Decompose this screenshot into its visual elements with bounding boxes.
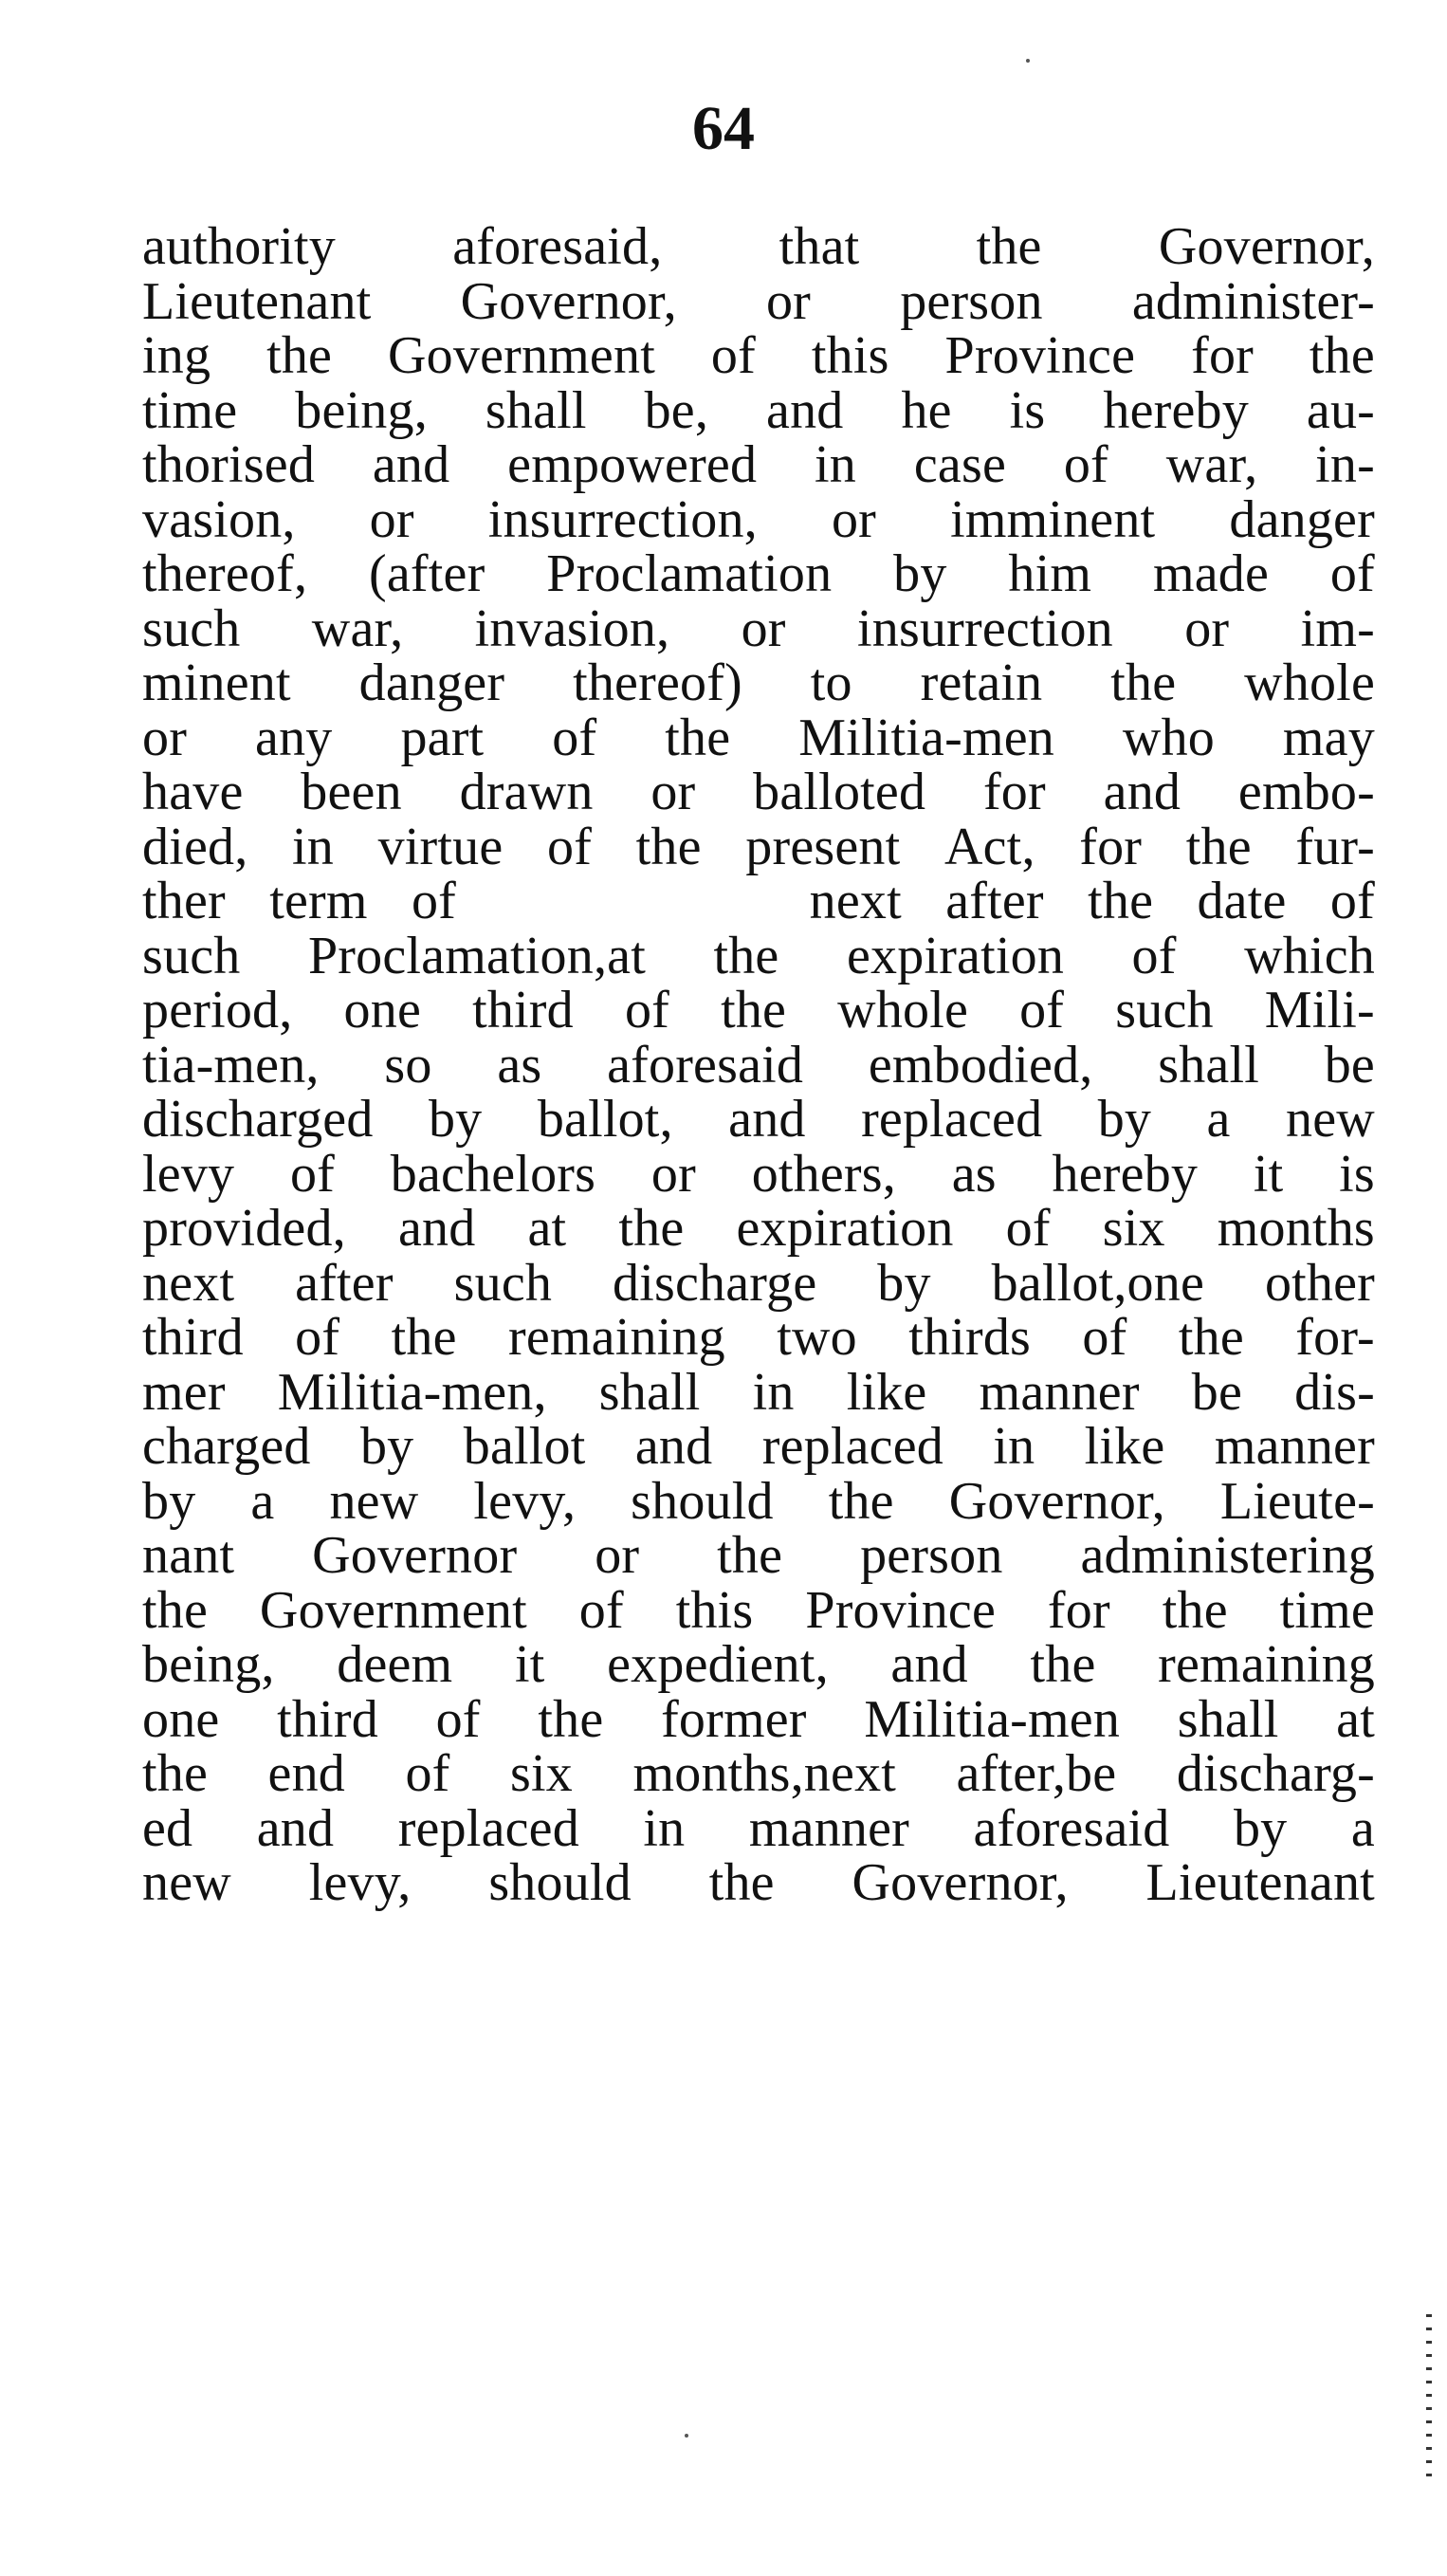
word: at bbox=[1336, 1689, 1375, 1749]
word: of bbox=[1082, 1308, 1127, 1367]
word: embo- bbox=[1237, 763, 1375, 821]
word: by bbox=[893, 544, 947, 603]
word: Governor, bbox=[948, 1471, 1165, 1531]
word: months,next bbox=[632, 1744, 897, 1803]
word: the bbox=[717, 1526, 783, 1585]
word: of bbox=[624, 981, 669, 1040]
word: the bbox=[1185, 817, 1252, 876]
word: of bbox=[295, 1308, 340, 1367]
word: former bbox=[661, 1689, 807, 1749]
word: one bbox=[343, 981, 422, 1040]
word: invasion, bbox=[474, 598, 670, 658]
word: such bbox=[142, 598, 241, 658]
word: Proclamation bbox=[546, 544, 833, 603]
word: ballot bbox=[463, 1417, 586, 1476]
word: the bbox=[1178, 1308, 1244, 1367]
word: the bbox=[721, 981, 787, 1040]
word: manner bbox=[1214, 1417, 1375, 1476]
word: danger bbox=[358, 653, 505, 712]
word: end bbox=[267, 1744, 345, 1803]
word: replaced bbox=[397, 1798, 579, 1858]
text-line bbox=[142, 1090, 1375, 1149]
word: such bbox=[453, 1253, 553, 1313]
word: this bbox=[811, 326, 889, 385]
word: thorised bbox=[142, 435, 316, 494]
word: the bbox=[713, 926, 779, 985]
word: levy, bbox=[473, 1471, 577, 1531]
word: Governor bbox=[312, 1526, 518, 1585]
word: the bbox=[976, 217, 1042, 276]
text-line bbox=[142, 1362, 1375, 1422]
word: such bbox=[142, 926, 241, 985]
word: should bbox=[488, 1853, 632, 1912]
text-line bbox=[142, 1853, 1375, 1912]
word: third bbox=[142, 1308, 244, 1367]
word: two bbox=[777, 1308, 857, 1367]
word: of bbox=[1131, 926, 1177, 985]
word: war, bbox=[311, 598, 404, 658]
word: a bbox=[1350, 1798, 1375, 1858]
word: Province bbox=[805, 1580, 997, 1640]
word: being, bbox=[142, 1635, 275, 1694]
word: made bbox=[1152, 544, 1270, 603]
word: expiration bbox=[846, 926, 1065, 985]
word: hereby bbox=[1052, 1144, 1199, 1204]
word: by bbox=[428, 1090, 483, 1149]
word: in bbox=[643, 1798, 686, 1858]
word: the bbox=[665, 708, 731, 767]
word: who bbox=[1122, 708, 1215, 767]
word: insurrection, bbox=[487, 489, 758, 549]
text-line bbox=[142, 708, 1375, 767]
text-line bbox=[142, 1689, 1375, 1749]
word: he bbox=[901, 380, 952, 440]
word: of bbox=[547, 817, 593, 876]
word: aforesaid bbox=[607, 1035, 804, 1095]
word: like bbox=[846, 1362, 927, 1422]
word: in bbox=[292, 817, 334, 876]
word: remaining bbox=[508, 1308, 725, 1367]
word: third bbox=[277, 1689, 378, 1749]
word: authority bbox=[142, 217, 336, 276]
text-line bbox=[142, 926, 1375, 985]
word: in bbox=[752, 1362, 795, 1422]
word: of bbox=[710, 326, 756, 385]
text-line bbox=[142, 1417, 1375, 1476]
word: Militia-men bbox=[798, 708, 1054, 767]
word: as bbox=[951, 1144, 997, 1204]
word: in bbox=[993, 1417, 1035, 1476]
word: at bbox=[527, 1199, 567, 1258]
word: months bbox=[1217, 1199, 1375, 1258]
word: six bbox=[510, 1744, 573, 1803]
word: a bbox=[250, 1471, 275, 1531]
word: have bbox=[142, 763, 244, 821]
word: or bbox=[369, 489, 414, 549]
word: of bbox=[1063, 435, 1108, 494]
word: charged bbox=[142, 1417, 311, 1476]
word: tia-men, bbox=[142, 1035, 320, 1095]
word: replaced bbox=[761, 1417, 943, 1476]
word: new bbox=[329, 1471, 419, 1531]
word: expiration bbox=[736, 1199, 954, 1258]
word: shall bbox=[598, 1362, 701, 1422]
text-line bbox=[142, 1253, 1375, 1313]
word: shall bbox=[1177, 1689, 1279, 1749]
word: of bbox=[1019, 981, 1065, 1040]
word: virtue bbox=[377, 817, 504, 876]
word: such bbox=[1115, 981, 1214, 1040]
word: or bbox=[595, 1526, 640, 1585]
word: of bbox=[435, 1689, 481, 1749]
word: so bbox=[384, 1035, 432, 1095]
word: aforesaid, bbox=[452, 217, 663, 276]
word: by bbox=[1233, 1798, 1288, 1858]
text-line bbox=[142, 1798, 1375, 1858]
word: Lieutenant bbox=[142, 271, 372, 331]
word: for- bbox=[1295, 1308, 1375, 1367]
word: nant bbox=[142, 1526, 235, 1585]
word: discharg- bbox=[1176, 1744, 1375, 1803]
word: for bbox=[982, 763, 1046, 821]
word: may bbox=[1282, 708, 1375, 767]
word: the bbox=[1309, 326, 1375, 385]
word: or bbox=[650, 763, 696, 821]
word: be bbox=[1324, 1035, 1375, 1095]
word: as bbox=[497, 1035, 542, 1095]
word: period, bbox=[142, 981, 293, 1040]
word: embodied, bbox=[868, 1035, 1093, 1095]
word: vasion, bbox=[142, 489, 296, 549]
word: manner bbox=[979, 1362, 1140, 1422]
word: dis- bbox=[1294, 1362, 1375, 1422]
word: in bbox=[815, 435, 856, 494]
word: the bbox=[1030, 1635, 1096, 1694]
word: remaining bbox=[1158, 1635, 1375, 1694]
word: aforesaid bbox=[973, 1798, 1170, 1858]
word: next bbox=[142, 1253, 235, 1313]
word: the bbox=[538, 1689, 604, 1749]
word: war, bbox=[1165, 435, 1258, 494]
word: person bbox=[860, 1526, 1003, 1585]
word: and bbox=[256, 1798, 335, 1858]
print-speck bbox=[685, 2434, 688, 2438]
word: Governor, bbox=[1158, 217, 1375, 276]
word: new bbox=[142, 1853, 231, 1912]
word: it bbox=[514, 1635, 545, 1694]
word: replaced bbox=[861, 1090, 1043, 1149]
word: of bbox=[552, 708, 597, 767]
word: Lieutenant bbox=[1145, 1853, 1375, 1912]
word: levy, bbox=[308, 1853, 412, 1912]
word: new bbox=[1286, 1090, 1375, 1149]
word: insurrection bbox=[856, 598, 1113, 658]
word: ther bbox=[142, 872, 226, 930]
word: for bbox=[1079, 817, 1143, 876]
word: should bbox=[631, 1471, 774, 1531]
word: shall bbox=[485, 380, 587, 440]
word: Government bbox=[388, 326, 655, 385]
word: minent bbox=[142, 653, 291, 712]
word: after bbox=[295, 1253, 394, 1313]
word: or bbox=[650, 1144, 696, 1204]
word: Government bbox=[259, 1580, 527, 1640]
word: administering bbox=[1080, 1526, 1375, 1585]
word: and bbox=[397, 1199, 476, 1258]
word: the bbox=[1162, 1580, 1228, 1640]
word: term bbox=[269, 872, 368, 930]
word: hereby bbox=[1103, 380, 1249, 440]
text-line bbox=[142, 326, 1375, 385]
word: empowered bbox=[507, 435, 758, 494]
word: the bbox=[828, 1471, 894, 1531]
word: any bbox=[255, 708, 333, 767]
word: ed bbox=[142, 1798, 193, 1858]
word: of bbox=[411, 872, 457, 930]
text-line bbox=[142, 1199, 1375, 1258]
word: mer bbox=[142, 1362, 226, 1422]
word: and bbox=[728, 1090, 806, 1149]
word: is bbox=[1339, 1144, 1375, 1204]
word: Province bbox=[944, 326, 1136, 385]
word: imminent bbox=[950, 489, 1156, 549]
word: or bbox=[1184, 598, 1230, 658]
word: Militia-men, bbox=[277, 1362, 547, 1422]
page-number: 64 bbox=[692, 94, 755, 163]
word: drawn bbox=[459, 763, 594, 821]
word: the bbox=[391, 1308, 457, 1367]
word: the bbox=[266, 326, 333, 385]
text-line bbox=[142, 271, 1375, 331]
word: to bbox=[810, 653, 852, 712]
word: case bbox=[913, 435, 1007, 494]
text-line bbox=[142, 874, 1375, 929]
page-edge-marks bbox=[1426, 2314, 1432, 2485]
word: time bbox=[1279, 1580, 1375, 1640]
word: the bbox=[142, 1580, 209, 1640]
text-line bbox=[142, 765, 1375, 820]
word: (after bbox=[369, 544, 485, 603]
word: or bbox=[142, 708, 188, 767]
word: time bbox=[142, 380, 238, 440]
word: manner bbox=[748, 1798, 909, 1858]
word: for bbox=[1191, 326, 1254, 385]
word: provided, bbox=[142, 1199, 346, 1258]
word: or bbox=[765, 271, 812, 331]
print-speck bbox=[1026, 59, 1030, 63]
word: whole bbox=[837, 981, 969, 1040]
word: deem bbox=[337, 1635, 453, 1694]
word: Proclamation,at bbox=[307, 926, 646, 985]
text-line bbox=[142, 598, 1375, 658]
word: the bbox=[1088, 872, 1154, 930]
word: and bbox=[372, 435, 450, 494]
word: and bbox=[1103, 763, 1181, 821]
word: him bbox=[1008, 544, 1092, 603]
word: Militia-men bbox=[864, 1689, 1121, 1749]
word: the bbox=[1110, 653, 1177, 712]
word: fur- bbox=[1295, 817, 1375, 876]
word: date bbox=[1197, 872, 1287, 930]
word: or bbox=[831, 489, 876, 549]
text-line bbox=[142, 1635, 1375, 1694]
word: after bbox=[945, 872, 1044, 930]
word: Act, bbox=[943, 817, 1035, 876]
word: by bbox=[877, 1253, 931, 1313]
text-line bbox=[142, 1580, 1375, 1640]
word: in- bbox=[1315, 435, 1375, 494]
word: levy bbox=[142, 1144, 235, 1204]
word: the bbox=[708, 1853, 775, 1912]
word: by bbox=[1097, 1090, 1152, 1149]
word: ing bbox=[142, 326, 211, 385]
word: of bbox=[1329, 872, 1375, 930]
word: been bbox=[301, 763, 402, 821]
word: other bbox=[1264, 1253, 1375, 1313]
text-line bbox=[142, 817, 1375, 876]
body-text bbox=[142, 217, 1375, 1912]
word: ballot,one bbox=[991, 1253, 1205, 1313]
word: person bbox=[900, 271, 1043, 331]
word: danger bbox=[1229, 489, 1375, 549]
word: part bbox=[400, 708, 485, 767]
word: next bbox=[809, 872, 902, 930]
word: died, bbox=[142, 817, 248, 876]
word: is bbox=[1009, 380, 1046, 440]
text-line bbox=[142, 1035, 1375, 1095]
word: administer- bbox=[1131, 271, 1375, 331]
word: of bbox=[1329, 544, 1375, 603]
word: whole bbox=[1244, 653, 1375, 712]
word: the bbox=[142, 1744, 209, 1803]
word: and bbox=[890, 1635, 968, 1694]
word: by bbox=[359, 1417, 414, 1476]
word: for bbox=[1047, 1580, 1110, 1640]
word: au- bbox=[1306, 380, 1375, 440]
word: bachelors bbox=[390, 1144, 596, 1204]
word: shall bbox=[1158, 1035, 1259, 1095]
text-line bbox=[142, 1744, 1375, 1803]
text-line bbox=[142, 489, 1375, 549]
text-line bbox=[142, 1526, 1375, 1585]
word: being, bbox=[295, 380, 428, 440]
word: which bbox=[1244, 926, 1375, 985]
word: Governor, bbox=[852, 1853, 1069, 1912]
word: be bbox=[1191, 1362, 1243, 1422]
word: the bbox=[618, 1199, 685, 1258]
word: Governor, bbox=[460, 271, 677, 331]
word: it bbox=[1253, 1144, 1284, 1204]
word: discharged bbox=[142, 1090, 374, 1149]
text-line bbox=[142, 217, 1375, 276]
word: and bbox=[634, 1417, 713, 1476]
text-line bbox=[142, 435, 1375, 494]
word: expedient, bbox=[607, 1635, 829, 1694]
word: or bbox=[741, 598, 786, 658]
word: retain bbox=[920, 653, 1043, 712]
word: of bbox=[1005, 1199, 1051, 1258]
word: this bbox=[675, 1580, 754, 1640]
word: ballot, bbox=[537, 1090, 673, 1149]
word: the bbox=[635, 817, 702, 876]
word: balloted bbox=[753, 763, 926, 821]
word: of bbox=[289, 1144, 336, 1204]
word: discharge bbox=[613, 1253, 817, 1313]
word: Lieute- bbox=[1219, 1471, 1375, 1531]
text-line bbox=[142, 380, 1375, 440]
word: like bbox=[1084, 1417, 1165, 1476]
word: one bbox=[142, 1689, 220, 1749]
text-line bbox=[142, 1308, 1375, 1367]
word: six bbox=[1102, 1199, 1165, 1258]
word: of bbox=[578, 1580, 624, 1640]
text-line bbox=[142, 981, 1375, 1040]
word: Mili- bbox=[1264, 981, 1375, 1040]
word: im- bbox=[1300, 598, 1375, 658]
text-line bbox=[142, 1144, 1375, 1204]
word: thereof, bbox=[142, 544, 308, 603]
word: thereof) bbox=[573, 653, 742, 712]
word: after,be bbox=[956, 1744, 1117, 1803]
text-line bbox=[142, 1471, 1375, 1531]
word: others, bbox=[751, 1144, 896, 1204]
word: by bbox=[142, 1471, 196, 1531]
word: and bbox=[766, 380, 844, 440]
word: be, bbox=[644, 380, 709, 440]
word: third bbox=[472, 981, 574, 1040]
word: of bbox=[405, 1744, 450, 1803]
word: a bbox=[1206, 1090, 1231, 1149]
text-line bbox=[142, 544, 1375, 603]
word: that bbox=[778, 217, 860, 276]
word: thirds bbox=[908, 1308, 1032, 1367]
text-line bbox=[142, 653, 1375, 712]
word: present bbox=[745, 817, 901, 876]
